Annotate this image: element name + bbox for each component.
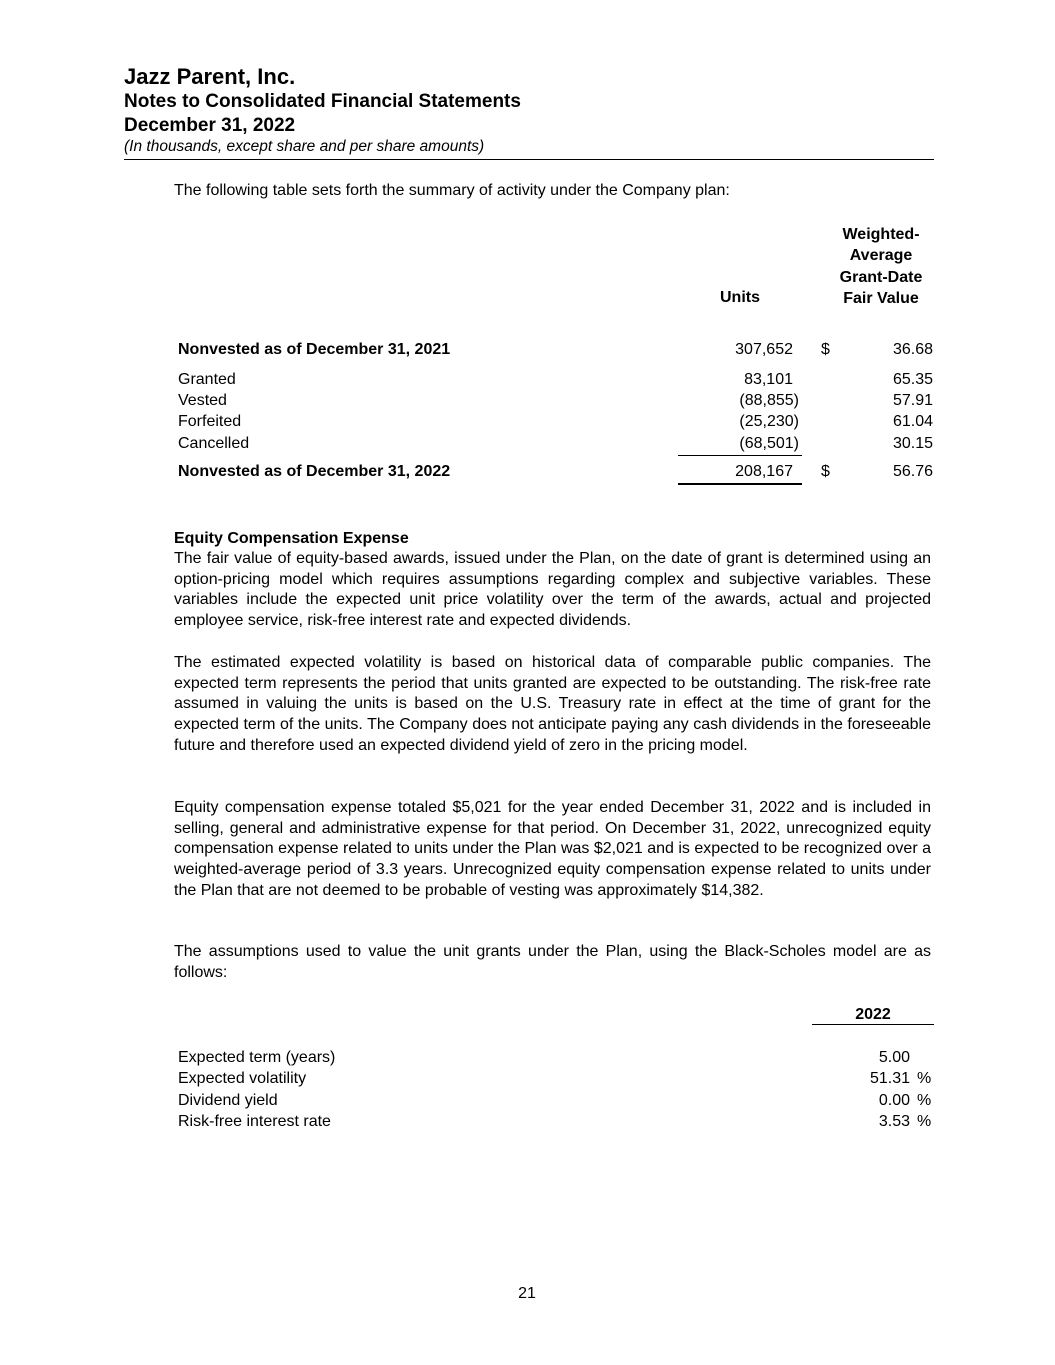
row-label-nonvested-2021: Nonvested as of December 31, 2021	[178, 341, 451, 358]
section-heading: Equity Compensation Expense	[174, 530, 409, 547]
subtotal-rule	[678, 455, 802, 456]
col-header-wagdfv-line4: Fair Value	[843, 289, 919, 307]
year-rule	[812, 1024, 934, 1025]
row-units-forfeited: (25,230)	[739, 413, 799, 430]
row-dollar-nonvested-2022: $	[821, 463, 830, 480]
row-value-nonvested-2022: 56.76	[892, 463, 933, 480]
paragraph-expense: Equity compensation expense totaled $5,021 for the year ended December 31, 2022 and is included in selling, general and administrative expense for that period. On December 31, 2022, unrecognized equity compensation expense related to units under the Plan was $2,021 and is expected to be recognized over a weighted-average period of 3.3 years. Unrecognized equity compensation expense related to units under the Plan that are not deemed to be probable of vesting was approximately $14,382.	[174, 799, 931, 899]
assumption-label-term: Expected term (years)	[178, 1049, 336, 1066]
assumption-unit-riskfree: %	[917, 1113, 932, 1130]
row-dollar-nonvested-2021: $	[821, 341, 830, 358]
row-units-granted: 83,101	[744, 371, 793, 388]
row-value-cancelled: 30.15	[892, 435, 933, 452]
assumption-label-dividend: Dividend yield	[178, 1092, 278, 1109]
row-label-nonvested-2022: Nonvested as of December 31, 2022	[178, 463, 451, 480]
assumption-unit-dividend: %	[917, 1092, 932, 1109]
header-rule	[124, 159, 934, 160]
col-header-wagdfv-line1: Weighted-	[842, 226, 920, 243]
assumption-label-riskfree: Risk-free interest rate	[178, 1113, 331, 1130]
row-units-nonvested-2022: 208,167	[735, 463, 793, 480]
page-number: 21	[518, 1285, 536, 1302]
row-units-cancelled: (68,501)	[739, 435, 799, 452]
row-label-vested: Vested	[178, 392, 227, 409]
row-units-nonvested-2021: 307,652	[735, 341, 793, 358]
assumption-value-riskfree: 3.53	[878, 1113, 910, 1130]
company-name: Jazz Parent, Inc.	[124, 64, 296, 89]
assumption-value-volatility: 51.31	[869, 1070, 910, 1087]
row-label-forfeited: Forfeited	[178, 413, 242, 430]
col-header-wagdfv-line3: Grant-Date	[839, 268, 923, 286]
statement-subtitle: (In thousands, except share and per share amounts)	[124, 138, 485, 155]
paragraph-volatility: The estimated expected volatility is based on historical data of comparable public companies. The expected term represents the period that units granted are expected to be outstanding. The risk-free rate assumed in valuing the units is based on the U.S. Treasury rate in effect at the time of grant for the expected term of the units. The Company does not anticipate paying any cash dividends in the foreseeable future and therefore used an expected dividend yield of zero in the pricing model.	[174, 654, 931, 754]
paragraph-assumptions: The assumptions used to value the unit grants under the Plan, using the Black-Scholes model are as follows:	[174, 943, 931, 981]
assumption-value-dividend: 0.00	[878, 1092, 910, 1109]
col-header-wagdfv	[826, 224, 936, 309]
intro-text: The following table sets forth the summary of activity under the Company plan:	[174, 182, 730, 199]
row-label-cancelled: Cancelled	[178, 435, 250, 452]
statement-date: December 31, 2022	[124, 115, 296, 136]
statement-title: Notes to Consolidated Financial Statements	[124, 91, 521, 112]
assumption-label-volatility: Expected volatility	[178, 1070, 307, 1087]
row-value-nonvested-2021: 36.68	[892, 341, 933, 358]
total-rule	[678, 483, 802, 485]
row-value-granted: 65.35	[892, 371, 933, 388]
paragraph-fair-value: The fair value of equity-based awards, issued under the Plan, on the date of grant is determined using an option-pricing model which requires assumptions regarding complex and subjective variables. These variables include the expected unit price volatility over the term of the awards, actual and projected employee service, risk-free interest rate and expected dividends.	[174, 550, 931, 630]
assumption-value-term: 5.00	[878, 1049, 910, 1066]
row-value-vested: 57.91	[892, 392, 933, 409]
col-header-year: 2022	[855, 1006, 891, 1023]
col-header-wagdfv-line2: Average	[849, 247, 913, 265]
assumption-unit-volatility: %	[917, 1070, 932, 1087]
col-header-units: Units	[720, 289, 760, 306]
row-label-granted: Granted	[178, 371, 236, 388]
row-units-vested: (88,855)	[739, 392, 799, 409]
row-value-forfeited: 61.04	[892, 413, 933, 430]
